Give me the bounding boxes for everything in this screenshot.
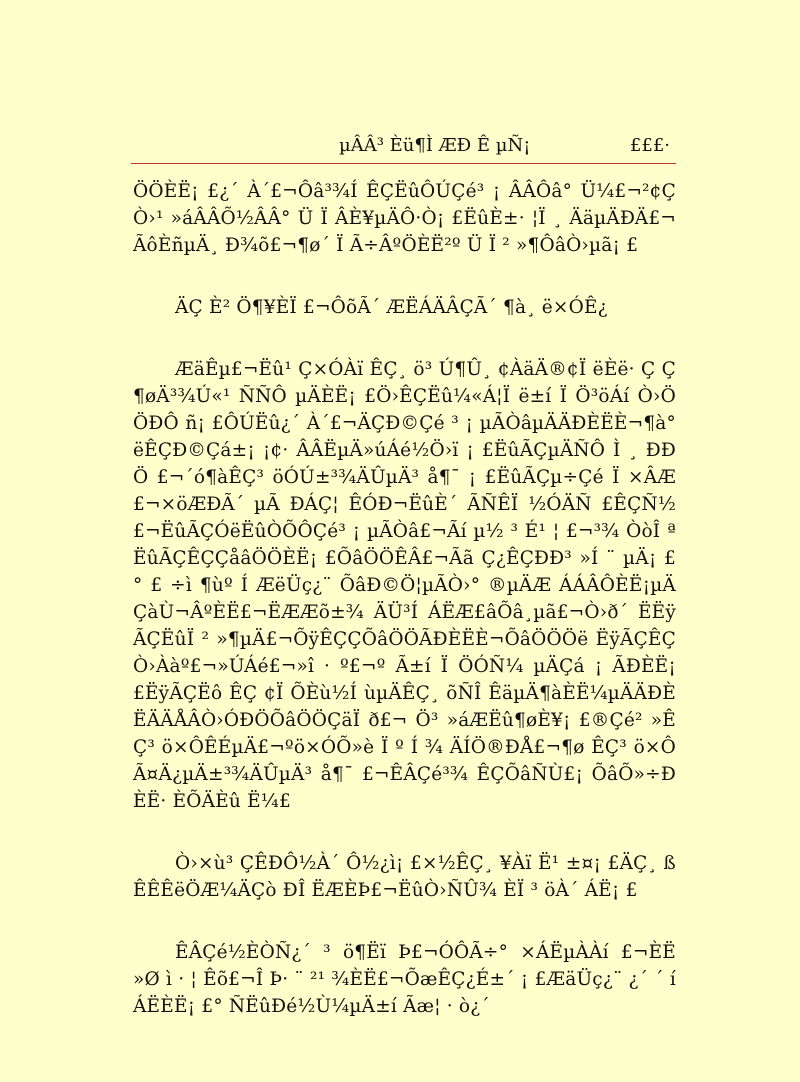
- paragraph: ÊÂÇé½ÈÒÑ¿´ ³ ö¶Ëï Þ£¬ÓÔÃ÷° ×ÁËµÀÀí £¬ÈË »Ø ì · ¦ Êõ£¬Î Þ· ¨ ²¹ ¾ÈË£¬ÕæÊÇ¿É±´ ¡ £ÆäÜç¿¨ ¿´ ´ í ÁËÈË¡ £° ÑËûÐé½Ù¼µÄ±í Ãæ¦ · ò¿´: [133, 942, 676, 1017]
- header-rule: [131, 163, 676, 164]
- body-text: [133, 178, 676, 1055]
- paragraph: ÆäÊµ£¬Ëû¹ Ç×ÓÀï ÊÇ¸ ö³ Ú¶Û¸ ¢ÀäÄ®¢Ï ëÈë· Ç Ç¶øÄ³¾Ú«¹ ÑÑÔ µÄÈË¡ £Ö›ÊÇËû¼«Á¦Ï ë±í Ï Ö³öÁí Ò›ÖÖÐÔ ñ¡ £ÔÚËû¿´ À´£¬ÄÇÐ©Çé ³ ¡ µÃÒâµÄÄÐÈËÈ¬¶à° ëÊÇÐ©Çá±¡ ¡¢· ÂÂËµÄ»úÁé½Ö›ï ¡ £ËûÃÇµÄÑÔ Ì ¸ ÐÐÖ £¬´ó¶àÊÇ³ öÓÚ±³¾ÄÛµÄ³ å¶¯ ¡ £ËûÃÇµ÷Çé Ï ×ÂÆ£¬×öÆÐÃ´ µÃ ÐÁÇ¦ ÊÓÐ¬ËûÈ´ ÃÑÊÏ ½ÓÄÑ £ÊÇÑ½£¬ËûÃÇÓëËûÒÕÔÇé³ ¡ µÃÒâ£¬Ãí µ½ ³ É¹ ¦ £¬³¾ ÒòÎ ª ËûÃÇÊÇÇåâÖÖÈË¡ £ÕâÖÖÊÂ£¬Ãã Ç¿ÊÇÐÐ³ »Í ¨ µÄ¡ £° £ ÷ì ¶ùº Í ÆëÜç¿¨ ÕâÐ©Ö¦µÃÒ›° ®µÄÆ ÁÁÂÔÈË¡µÄÇàÙ¬ÂºÈË£¬ËÆÆõ±¾ ÄÜ³Í ÁËÆ£âÕâ¸µã£¬Ò›ð´ ËËÿÃÇËûÏ ² »¶µÄ£¬ÕÿÊÇÇÕâÖÖÃÐÈËÈ¬ÕâÖÖÖë ËÿÃÇÊÇÒ›Ààº£¬»ÚÁé£¬»î · º£¬º Ã±í Ï ÖÓÑ¼ µÄÇá ¡ ÃÐÈË¡ £ËÿÃÇËô ÊÇ ¢Ï ÕÈù½Í ùµÄÊÇ¸ õÑÎ ÊäµÄ¶àÈË¼µÄÄÐÈËÄÄÅÂÒ›ÓÐÖÕâÖÖÇäÏ ð£¬ Ö³ »áÆËû¶øÈ¥¡ £®Çé² »ÊÇ³ ö×ÔÊÉµÄ£¬ºö×ÓÕ»è Ï º Í ¾ ÄÍÖ®ÐÅ£¬¶ø ÊÇ³ ö×ÔÃ¤Ä¿µÄ±³¾ÄÛµÄ³ å¶¯ £¬ÊÂÇé³¾ ÊÇÕâÑÙ£¡ ÕâÕ»÷ÐÈË· ÈÕÄÈû Ë¼£: [133, 359, 676, 812]
- paragraph: Ò›×ù³ ÇÊÐÔ½À´ Ô½¿ì¡ £×½ÊÇ¸ ¥Àï Ë¹ ±¤¡ £ÄÇ¸ ßÊÊÊëÖÆ¼ÄÇò ÐÎ ËÆÈÞ£¬ËûÒ›ÑÛ¾ ÈÏ ³ öÀ´ ÁË¡ £: [133, 853, 676, 901]
- paragraph: ÖÖÈË¡ £¿´ À´£¬Ôâ³¾Í ÊÇËûÔÚÇé³ ¡ ÂÂÔâ° Ü¼£¬²¢ÇÒ›¹ »áÂÂÕ½ÂÂ° Ü Ï ÂÈ¥µÄÔ·Ò¡ £ËûÈ±· ¦Ï ¸ ÄäµÄÐÄ£¬ÃôÈñµÄ¸ Ð¾õ£¬¶ø´ Ï Ã÷ÂºÖÈË²º Ü Ï ² »¶ÔâÒ›µã¡ £: [133, 181, 676, 256]
- running-title: µÂÂ³ Èü¶Ì ÆÐ Ê µÑ¡: [339, 135, 531, 156]
- paragraph: ÄÇ È² Ö¶¥ÈÏ £¬ÔõÃ´ ÆËÁÄÂÇÃ´ ¶à¸ ë×ÓÊ¿: [175, 297, 608, 318]
- running-header: [131, 136, 676, 156]
- page-number: £££·: [629, 135, 670, 156]
